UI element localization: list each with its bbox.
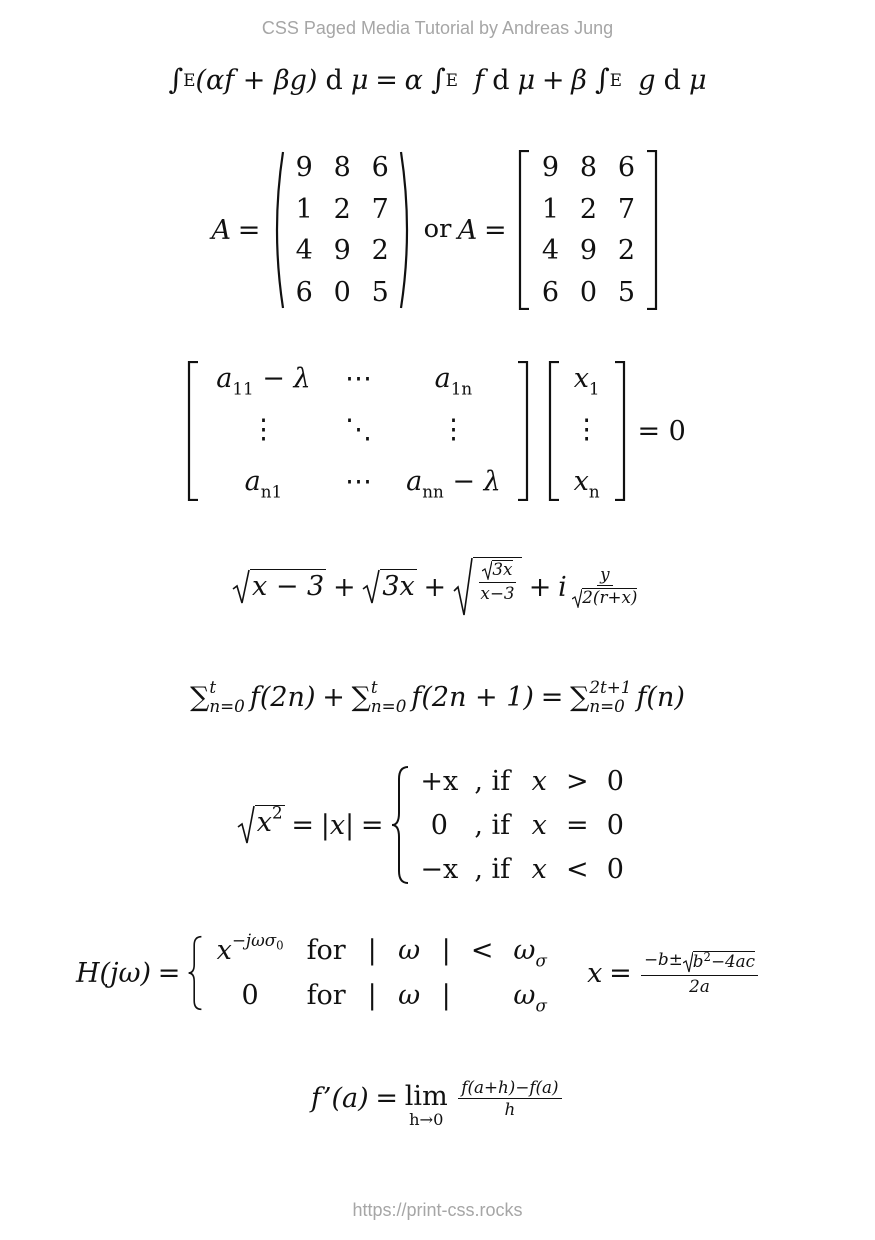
matrix-cell: 2 xyxy=(617,235,636,266)
left-paren xyxy=(271,150,285,310)
beta: β xyxy=(571,64,587,96)
matrix-cell: 4 xyxy=(295,235,313,266)
equals: = xyxy=(157,957,181,989)
plus: + xyxy=(528,571,552,603)
matrix-cell: $a_{nn} - \lambda$ xyxy=(406,465,501,502)
equals: = xyxy=(484,214,507,246)
differential: d xyxy=(325,64,343,96)
sum-limits: t n=0 xyxy=(370,676,407,716)
equals: = xyxy=(291,809,314,841)
right-bracket xyxy=(645,150,659,310)
case-cell: > xyxy=(565,765,589,797)
case-cell: 0 xyxy=(606,853,624,885)
matrix-cell: 9 xyxy=(333,235,351,266)
case-word: for xyxy=(306,980,346,1011)
right-bracket xyxy=(613,361,627,501)
matrix-cell: 9 xyxy=(579,235,598,266)
alpha: α xyxy=(404,64,423,96)
equals: = xyxy=(540,681,564,713)
matrix-cell: 2 xyxy=(371,235,389,266)
case-cell: 0 xyxy=(430,809,448,841)
matrix-cell: 2 xyxy=(579,193,598,225)
left-bracket xyxy=(517,150,531,310)
matrix-cell: 1 xyxy=(295,193,313,225)
matrix-cell: 9 xyxy=(295,152,313,183)
case-cell: x xyxy=(531,765,547,797)
equals: = xyxy=(360,809,384,841)
page-footer: https://print-css.rocks xyxy=(352,1200,523,1220)
equation-matrix-a xyxy=(0,150,875,310)
sum-sign: ∑ xyxy=(190,681,210,713)
right-bracket xyxy=(516,361,530,501)
matrix-cell: 5 xyxy=(371,276,389,308)
absolute-value: |x| xyxy=(320,809,355,841)
sum-sign: ∑ xyxy=(570,681,590,713)
equals: = xyxy=(237,214,261,246)
case-value: $x^{-j\omega\sigma_0}$ xyxy=(216,930,284,966)
difference-quotient: $\frac{f(a+h)-f(a)}{h}$ xyxy=(458,1079,561,1117)
matrix-cell: 6 xyxy=(617,152,636,183)
measure: μ xyxy=(350,64,369,96)
sum-sign: ∑ xyxy=(351,681,371,713)
matrix-cell: 6 xyxy=(541,276,560,308)
imaginary-unit: i xyxy=(558,571,567,603)
integral-sign: ∫ xyxy=(168,62,184,96)
case-rhs: $\omega_\sigma$ xyxy=(513,980,547,1016)
vector-cell: $x_n$ xyxy=(573,465,600,502)
case-rhs: $\omega_\sigma$ xyxy=(513,935,547,971)
matrix-cell: ⋮ xyxy=(439,414,467,446)
matrix-cell: 8 xyxy=(579,152,598,183)
term: f(2n + 1) xyxy=(411,681,534,713)
case-var: ω xyxy=(398,980,421,1011)
matrix-cell: ⋯ xyxy=(344,465,372,497)
matrix-cell: 6 xyxy=(371,152,389,183)
matrix-cell: ⋱ xyxy=(344,414,372,446)
term: f(2n) xyxy=(249,681,316,713)
matrix-cell: ⋮ xyxy=(249,414,277,446)
case-bar: | xyxy=(441,935,451,966)
plus: + xyxy=(322,681,345,713)
plus: + xyxy=(423,571,447,603)
left-brace xyxy=(187,935,203,1011)
function-g: g xyxy=(638,64,656,96)
limit: lim h→0 xyxy=(404,1081,448,1130)
matrix-cell: ⋯ xyxy=(344,363,372,394)
vector-cell: $x_1$ xyxy=(573,363,600,399)
matrix-name: A xyxy=(211,214,232,246)
case-cell: < xyxy=(565,853,589,885)
cases xyxy=(187,930,559,1016)
case-op: < xyxy=(470,935,494,966)
matrix-brackets xyxy=(517,150,659,310)
matrix-cell: 7 xyxy=(617,193,636,225)
matrix-cell: 6 xyxy=(295,276,313,308)
matrix-cell: 4 xyxy=(541,235,560,266)
sqrt-fraction xyxy=(453,557,522,617)
case-var: ω xyxy=(398,935,421,966)
equation-derivative xyxy=(0,1068,875,1128)
equals: = xyxy=(609,957,632,989)
case-cell: = xyxy=(565,809,589,841)
case-word: for xyxy=(306,935,346,966)
equation-absolute-value xyxy=(0,764,875,886)
integrand: (αf + βg) xyxy=(195,64,318,96)
fraction: $\frac{y}{2(r+x)}$ xyxy=(569,566,640,608)
function-f: f xyxy=(474,64,485,96)
term: f(n) xyxy=(636,681,685,713)
matrix-cell: 8 xyxy=(333,152,351,183)
sqrt: $x^2$ xyxy=(237,805,285,845)
case-cell: 0 xyxy=(606,809,624,841)
equals: = xyxy=(375,64,398,96)
transfer-function: H(jω) xyxy=(76,957,152,989)
eigen-matrix xyxy=(186,361,530,501)
case-bar: | xyxy=(441,980,451,1011)
left-bracket xyxy=(547,361,561,501)
equation-sums xyxy=(0,672,875,722)
measure: μ xyxy=(517,64,536,96)
case-cell: x xyxy=(531,809,547,841)
case-cell: , if xyxy=(474,853,511,885)
case-cell: +x xyxy=(420,765,459,797)
matrix-cell: 2 xyxy=(333,193,351,225)
differential: d xyxy=(492,64,510,96)
equation-roots xyxy=(0,552,875,622)
case-cell: −x xyxy=(420,853,459,885)
measure: μ xyxy=(688,64,707,96)
variable-x: x xyxy=(587,957,603,989)
equals: = xyxy=(375,1082,399,1114)
matrix-cell: 1 xyxy=(541,193,560,225)
equation-eigenvalue xyxy=(0,362,875,500)
page-header: CSS Paged Media Tutorial by Andreas Jung xyxy=(261,18,614,38)
fraction: $\frac{3x}{x-3}$ xyxy=(480,559,515,603)
matrix-cell: $a_{1n}$ xyxy=(434,363,473,399)
equation-transfer-function xyxy=(0,926,875,1020)
x-vector xyxy=(547,361,627,501)
derivative: f’(a) xyxy=(310,1082,369,1114)
sum-limits: t n=0 xyxy=(209,676,245,716)
matrix-cell: $a_{n1}$ xyxy=(244,465,283,502)
equation-integral-linearity: ∫ E (αf + βg) d μ = α ∫ E f d μ + β ∫ E g d μ xyxy=(168,62,707,96)
case-cell: x xyxy=(531,853,547,885)
matrix-parens xyxy=(271,150,413,310)
integral-sign: ∫ xyxy=(595,62,610,96)
plus: + xyxy=(541,64,565,96)
matrix-name: A xyxy=(457,214,478,246)
equals-zero: = 0 xyxy=(637,415,686,447)
case-value: 0 xyxy=(241,980,259,1011)
case-cell: 0 xyxy=(606,765,624,797)
quadratic-formula: −b± $b^2-4ac$ 2a xyxy=(641,951,758,995)
integral-sign: ∫ xyxy=(430,62,446,96)
case-bar: | xyxy=(367,980,377,1011)
or-word: or xyxy=(423,214,452,245)
matrix-cell: 0 xyxy=(333,276,351,308)
matrix-cell: 5 xyxy=(617,276,636,308)
matrix-cell: 7 xyxy=(371,193,389,225)
matrix-cell: 9 xyxy=(541,152,560,183)
plus: + xyxy=(333,571,356,603)
sqrt: 3x xyxy=(362,569,416,605)
left-bracket xyxy=(186,361,200,501)
sum-limits: 2t+1 n=0 xyxy=(589,676,632,716)
case-bar: | xyxy=(367,935,377,966)
sqrt: x − 3 xyxy=(232,569,326,605)
cases xyxy=(390,765,638,885)
right-paren xyxy=(399,150,413,310)
vector-cell: ⋮ xyxy=(573,414,601,446)
differential: d xyxy=(663,64,681,96)
case-cell: , if xyxy=(474,809,511,841)
matrix-cell: $a_{11} - \lambda$ xyxy=(216,363,311,399)
matrix-cell: 0 xyxy=(579,276,598,308)
left-brace xyxy=(390,765,410,885)
case-cell: , if xyxy=(474,765,511,797)
